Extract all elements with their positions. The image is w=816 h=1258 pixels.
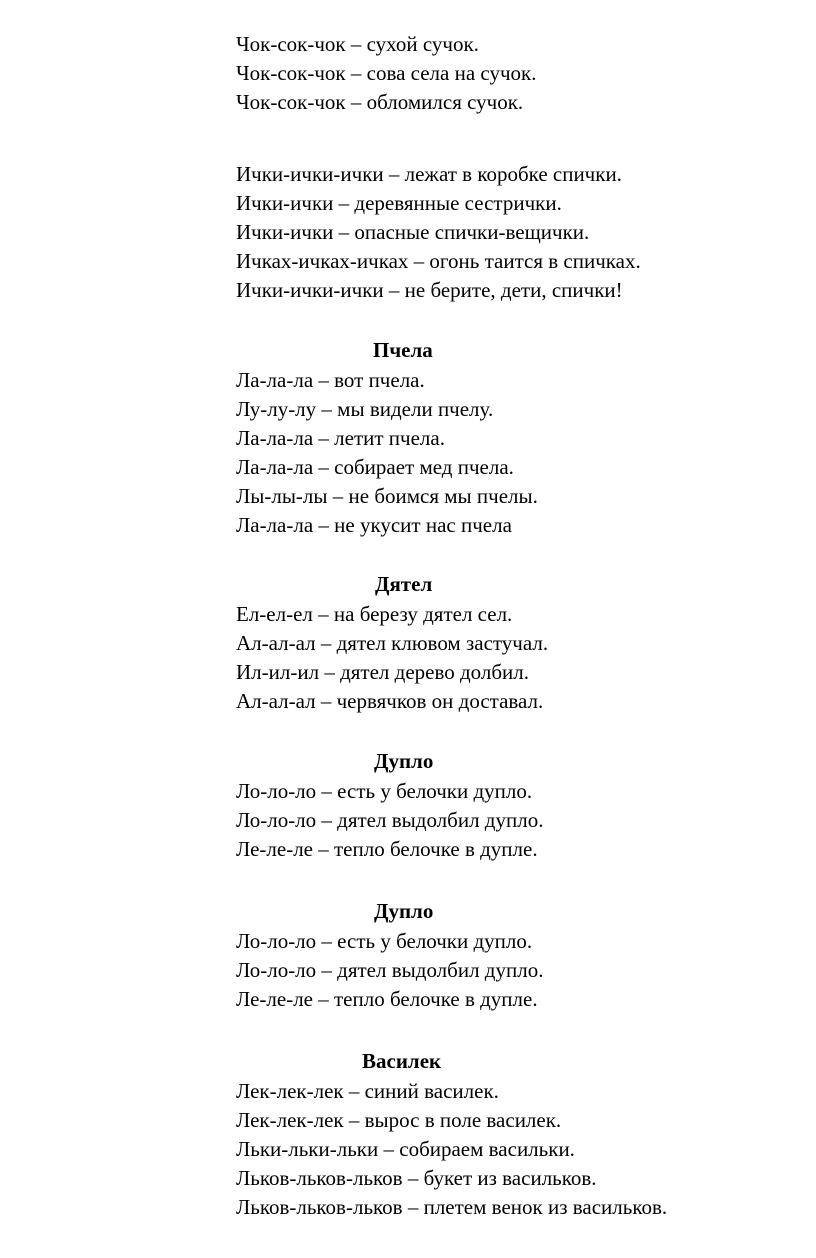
poem-line: Ички-ички-ички – не берите, дети, спички! — [236, 278, 623, 302]
stanza-chok-sok — [236, 30, 796, 117]
poem-line: Ил-ил-ил – дятел дерево долбил. — [236, 660, 530, 684]
poem-line: Ички-ички – деревянные сестрички. — [236, 191, 562, 215]
section-title-woodpecker: Дятел — [375, 572, 433, 596]
stanza-ichki — [236, 160, 796, 305]
poem-line: Ле-ле-ле – тепло белочке в дупле. — [236, 987, 538, 1011]
poem-line: Льки-льки-льки – собираем васильки. — [236, 1137, 575, 1161]
stanza-cornflower — [236, 1077, 796, 1222]
poem-line: Ички-ички-ички – лежат в коробке спички. — [236, 162, 622, 186]
poem-line: Ла-ла-ла – летит пчела. — [236, 426, 445, 450]
stanza-bee — [236, 366, 796, 540]
section-title-bee: Пчела — [373, 338, 433, 362]
poem-line: Чок-сок-чок – сова села на сучок. — [236, 61, 537, 85]
poem-line: Льков-льков-льков – плетем венок из васильков. — [236, 1195, 668, 1219]
poem-line: Ал-ал-ал – червячков он доставал. — [236, 689, 544, 713]
poem-line: Льков-льков-льков – букет из васильков. — [236, 1166, 597, 1190]
poem-line: Ал-ал-ал – дятел клювом застучал. — [236, 631, 549, 655]
poem-line: Ла-ла-ла – не укусит нас пчела — [236, 513, 512, 537]
poem-line: Лы-лы-лы – не боимся мы пчелы. — [236, 484, 538, 508]
poem-line: Ла-ла-ла – собирает мед пчела. — [236, 455, 514, 479]
poem-line: Ло-ло-ло – дятел выдолбил дупло. — [236, 958, 544, 982]
poem-line: Лу-лу-лу – мы видели пчелу. — [236, 397, 494, 421]
section-title-cornflower: Василек — [362, 1049, 442, 1073]
poem-line: Лек-лек-лек – синий василек. — [236, 1079, 499, 1103]
poem-line: Ле-ле-ле – тепло белочке в дупле. — [236, 837, 538, 861]
section-title-hollow: Дупло — [374, 749, 434, 773]
stanza-hollow — [236, 777, 796, 864]
poem-line: Ел-ел-ел – на березу дятел сел. — [236, 602, 513, 626]
poem-line: Ичках-ичках-ичках – огонь таится в спичках. — [236, 249, 641, 273]
poem-line: Ло-ло-ло – есть у белочки дупло. — [236, 929, 533, 953]
poem-line: Ло-ло-ло – дятел выдолбил дупло. — [236, 808, 544, 832]
poem-line: Чок-сок-чок – обломился сучок. — [236, 90, 524, 114]
section-title-hollow-repeat: Дупло — [374, 899, 434, 923]
poem-line: Ички-ички – опасные спички-вещички. — [236, 220, 590, 244]
poem-line: Ло-ло-ло – есть у белочки дупло. — [236, 779, 533, 803]
poem-line: Лек-лек-лек – вырос в поле василек. — [236, 1108, 562, 1132]
stanza-woodpecker — [236, 600, 796, 716]
poem-line: Чок-сок-чок – сухой сучок. — [236, 32, 479, 56]
poem-line: Ла-ла-ла – вот пчела. — [236, 368, 425, 392]
stanza-hollow-repeat — [236, 927, 796, 1014]
